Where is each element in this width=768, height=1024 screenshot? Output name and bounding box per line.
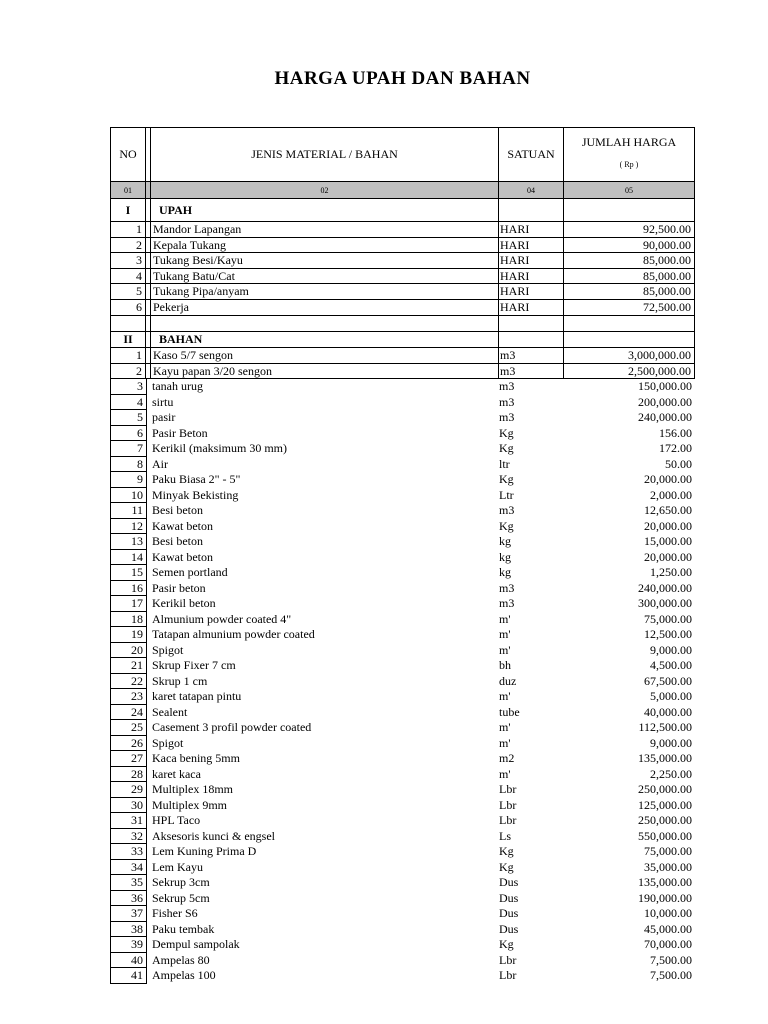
- row-number: 36: [110, 891, 147, 907]
- table-row: [110, 410, 695, 426]
- column-divider: [145, 199, 146, 221]
- row-harga: 135,000.00: [638, 875, 692, 889]
- row-material: Dempul sampolak: [152, 937, 240, 951]
- row-satuan: HARI: [500, 222, 530, 236]
- row-harga: 3,000,000.00: [628, 348, 691, 362]
- table-row: [110, 705, 695, 721]
- table-row: [110, 689, 695, 705]
- table-row: [110, 503, 695, 519]
- row-material: karet tatapan pintu: [152, 689, 242, 703]
- row-number: 40: [110, 953, 147, 969]
- table-row: [110, 534, 695, 550]
- row-harga: 35,000.00: [644, 859, 692, 874]
- table-row: [110, 658, 695, 674]
- table-row: [110, 953, 695, 969]
- row-harga: 1,250.00: [650, 565, 692, 579]
- row-satuan: Lbr: [499, 797, 517, 812]
- row-number: 4: [111, 269, 146, 284]
- row-number: 23: [110, 689, 147, 705]
- row-harga: 150,000.00: [638, 379, 692, 393]
- column-divider: [498, 348, 499, 363]
- row-satuan: Kg: [499, 425, 514, 440]
- table-row: [110, 643, 695, 659]
- row-harga: 9,000.00: [650, 642, 692, 657]
- row-number: 22: [110, 674, 147, 690]
- row-satuan: m3: [500, 363, 516, 378]
- row-number: 20: [110, 643, 147, 659]
- row-number: 30: [110, 798, 147, 814]
- header-no: NO: [119, 147, 137, 161]
- row-harga: 135,000.00: [638, 751, 692, 765]
- column-divider: [563, 269, 564, 284]
- row-material: Spigot: [152, 735, 184, 750]
- row-number: 8: [110, 457, 147, 473]
- table-row: [110, 891, 695, 907]
- row-number: 12: [110, 519, 147, 535]
- row-satuan: duz: [499, 673, 517, 688]
- row-number: 18: [110, 612, 147, 628]
- column-divider: [563, 284, 564, 299]
- row-number: 41: [110, 968, 147, 984]
- row-harga: 20,000.00: [644, 518, 692, 533]
- row-material: Kerikil (maksimum 30 mm): [152, 441, 287, 455]
- row-satuan: kg: [499, 549, 511, 564]
- row-harga: 240,000.00: [638, 580, 692, 595]
- row-satuan: ltr: [499, 456, 510, 471]
- table-row: [110, 627, 695, 643]
- row-satuan: m3: [499, 580, 515, 595]
- column-divider: [150, 316, 151, 331]
- row-harga: 40,000.00: [644, 704, 692, 719]
- table-row: [110, 441, 695, 457]
- row-harga: 75,000.00: [644, 844, 692, 858]
- row-material: Spigot: [152, 642, 184, 657]
- row-number: 10: [110, 488, 147, 504]
- row-material: Besi beton: [152, 534, 203, 548]
- row-satuan: m3: [499, 503, 515, 517]
- row-number: 17: [110, 596, 147, 612]
- column-divider: [563, 222, 564, 237]
- row-material: Casement 3 profil powder coated: [152, 720, 312, 734]
- column-divider: [145, 128, 146, 181]
- header-satuan: SATUAN: [507, 147, 555, 161]
- row-harga: 5,000.00: [650, 689, 692, 703]
- row-harga: 250,000.00: [638, 813, 692, 827]
- table-header: [110, 127, 695, 182]
- row-material: Kawat beton: [152, 549, 213, 564]
- row-number: 19: [110, 627, 147, 643]
- row-material: Almunium powder coated 4": [152, 611, 292, 626]
- row-harga: 190,000.00: [638, 890, 692, 905]
- row-number: 6: [111, 300, 146, 315]
- row-harga: 20,000.00: [644, 472, 692, 486]
- table-row: [110, 472, 695, 488]
- row-material: HPL Taco: [152, 813, 201, 827]
- row-number: 24: [110, 705, 147, 721]
- column-divider: [150, 269, 151, 284]
- column-divider: [150, 253, 151, 268]
- row-material: Pasir beton: [152, 580, 206, 595]
- table-row: [110, 284, 695, 300]
- row-material: Skrup Fixer 7 cm: [152, 658, 236, 672]
- table-row: [110, 751, 695, 767]
- row-harga: 10,000.00: [644, 906, 692, 920]
- row-harga: 300,000.00: [638, 596, 692, 610]
- row-material: Sekrup 3cm: [152, 875, 210, 889]
- row-number: 11: [110, 503, 147, 519]
- row-satuan: Dus: [499, 906, 519, 920]
- table-row: [110, 222, 695, 238]
- row-number: 32: [110, 829, 147, 845]
- table-row: [110, 519, 695, 535]
- row-harga: 12,650.00: [644, 503, 692, 517]
- column-divider: [150, 348, 151, 363]
- table-row: [110, 829, 695, 845]
- row-harga: 2,250.00: [650, 766, 692, 781]
- row-satuan: HARI: [500, 284, 530, 299]
- page-title: HARGA UPAH DAN BAHAN: [274, 68, 531, 89]
- row-harga: 45,000.00: [644, 921, 692, 936]
- column-number-material: 02: [320, 185, 329, 195]
- section-bahan-header: [110, 332, 695, 348]
- header-currency: ( Rp ): [619, 160, 639, 169]
- row-material: Lem Kuning Prima D: [152, 844, 257, 858]
- row-number: 27: [110, 751, 147, 767]
- row-number: 31: [110, 813, 147, 829]
- section-upah-header: [110, 199, 695, 222]
- row-material: Kawat beton: [152, 518, 213, 533]
- row-material: Air: [152, 456, 168, 471]
- row-number: 2: [111, 238, 146, 253]
- column-divider: [563, 253, 564, 268]
- row-number: 39: [110, 937, 147, 953]
- row-material: Besi beton: [152, 503, 203, 517]
- row-material: Minyak Bekisting: [152, 487, 239, 502]
- table-row: [110, 736, 695, 752]
- row-satuan: m': [499, 611, 511, 626]
- column-divider: [150, 199, 151, 221]
- row-satuan: m': [499, 627, 511, 641]
- row-material: Multiplex 9mm: [152, 797, 227, 812]
- row-harga: 7,500.00: [650, 968, 692, 982]
- column-number-row: [110, 182, 695, 199]
- column-divider: [498, 284, 499, 299]
- column-divider: [150, 222, 151, 237]
- row-harga: 4,500.00: [650, 658, 692, 672]
- row-material: Kayu papan 3/20 sengon: [153, 363, 272, 378]
- row-number: 5: [110, 410, 147, 426]
- row-satuan: Ls: [499, 828, 511, 843]
- row-harga: 50.00: [665, 456, 692, 471]
- row-number: 3: [111, 253, 146, 268]
- table-row: [110, 426, 695, 442]
- row-satuan: Lbr: [499, 782, 517, 796]
- row-satuan: Kg: [499, 844, 514, 858]
- row-number: 34: [110, 860, 147, 876]
- column-divider: [498, 222, 499, 237]
- table-row: [110, 457, 695, 473]
- table-row: [110, 581, 695, 597]
- row-harga: 7,500.00: [650, 952, 692, 967]
- row-harga: 172.00: [659, 441, 692, 455]
- row-number: 4: [110, 395, 147, 411]
- row-material: Kepala Tukang: [153, 237, 226, 252]
- row-number: 21: [110, 658, 147, 674]
- row-harga: 72,500.00: [643, 300, 691, 314]
- column-divider: [150, 284, 151, 299]
- row-material: Tatapan almunium powder coated: [152, 627, 315, 641]
- row-harga: 200,000.00: [638, 394, 692, 409]
- table-row: [110, 844, 695, 860]
- row-material: Tukang Besi/Kayu: [153, 253, 243, 268]
- column-divider: [150, 238, 151, 253]
- row-satuan: m': [499, 642, 511, 657]
- column-divider: [498, 316, 499, 331]
- column-divider: [563, 300, 564, 315]
- row-material: Paku tembak: [152, 921, 215, 936]
- table-row: [110, 875, 695, 891]
- blank-row: [110, 316, 695, 332]
- row-material: sirtu: [152, 394, 174, 409]
- header-material: JENIS MATERIAL / BAHAN: [251, 147, 398, 161]
- row-harga: 70,000.00: [644, 937, 692, 951]
- row-material: Skrup 1 cm: [152, 673, 208, 688]
- row-number: 35: [110, 875, 147, 891]
- column-divider: [145, 316, 146, 331]
- column-divider: [150, 332, 151, 347]
- column-divider: [145, 182, 146, 198]
- row-number: 15: [110, 565, 147, 581]
- row-number: 13: [110, 534, 147, 550]
- row-material: Tukang Pipa/anyam: [153, 284, 249, 299]
- row-material: Pekerja: [153, 300, 189, 314]
- row-satuan: HARI: [500, 300, 530, 314]
- row-satuan: m3: [499, 410, 515, 424]
- row-material: Ampelas 80: [152, 952, 210, 967]
- column-number-jumlah: 05: [625, 185, 633, 195]
- row-harga: 85,000.00: [643, 284, 691, 299]
- row-number: 14: [110, 550, 147, 566]
- table-row: [110, 813, 695, 829]
- row-satuan: Dus: [499, 890, 519, 905]
- table-row: [110, 968, 695, 984]
- table-row: [110, 720, 695, 736]
- section-numeral: II: [123, 332, 133, 346]
- column-number-no: 01: [124, 185, 132, 195]
- row-harga: 156.00: [659, 425, 692, 440]
- row-harga: 15,000.00: [644, 534, 692, 548]
- row-material: Ampelas 100: [152, 968, 216, 982]
- table-row: [110, 565, 695, 581]
- row-harga: 75,000.00: [644, 611, 692, 626]
- column-divider: [150, 300, 151, 315]
- row-harga: 85,000.00: [643, 268, 691, 283]
- column-divider: [150, 364, 151, 379]
- row-satuan: HARI: [500, 253, 530, 268]
- row-material: Multiplex 18mm: [152, 782, 233, 796]
- table-row: [110, 238, 695, 254]
- column-divider: [563, 364, 564, 379]
- header-jumlah-label: JUMLAH HARGA: [581, 135, 677, 149]
- row-satuan: HARI: [500, 268, 530, 283]
- row-number: 38: [110, 922, 147, 938]
- table-row: [110, 860, 695, 876]
- row-satuan: m': [499, 689, 511, 703]
- column-divider: [563, 316, 564, 331]
- row-satuan: Kg: [499, 859, 514, 874]
- column-divider: [563, 348, 564, 363]
- row-satuan: m3: [499, 379, 515, 393]
- row-satuan: tube: [499, 704, 520, 719]
- column-divider: [498, 332, 499, 347]
- row-satuan: m2: [499, 751, 515, 765]
- row-satuan: bh: [499, 658, 511, 672]
- row-number: 29: [110, 782, 147, 798]
- row-harga: 250,000.00: [638, 782, 692, 796]
- table-row: [110, 782, 695, 798]
- section-numeral: I: [125, 202, 131, 217]
- column-number-satuan: 04: [527, 185, 535, 195]
- row-satuan: Dus: [499, 875, 519, 889]
- row-satuan: Lbr: [499, 968, 517, 982]
- row-harga: 92,500.00: [643, 222, 691, 236]
- row-satuan: kg: [499, 565, 511, 579]
- row-satuan: Kg: [499, 937, 514, 951]
- row-number: 1: [111, 222, 146, 237]
- row-harga: 2,000.00: [650, 487, 692, 502]
- table-row: [110, 612, 695, 628]
- row-harga: 20,000.00: [644, 549, 692, 564]
- row-material: Kerikil beton: [152, 596, 216, 610]
- table-row: [110, 596, 695, 612]
- table-row: [110, 674, 695, 690]
- table-row: [110, 937, 695, 953]
- table-row: [110, 269, 695, 285]
- row-harga: 9,000.00: [650, 735, 692, 750]
- column-divider: [498, 238, 499, 253]
- row-harga: 125,000.00: [638, 797, 692, 812]
- table-row: [110, 300, 695, 316]
- row-number: 9: [110, 472, 147, 488]
- table-row: [110, 488, 695, 504]
- row-harga: 2,500,000.00: [628, 363, 691, 378]
- row-material: karet kaca: [152, 766, 201, 781]
- table-row: [110, 798, 695, 814]
- row-satuan: m': [499, 766, 511, 781]
- row-number: 16: [110, 581, 147, 597]
- row-material: Paku Biasa 2" - 5": [152, 472, 241, 486]
- row-satuan: m3: [499, 596, 515, 610]
- row-number: 37: [110, 906, 147, 922]
- row-satuan: m': [499, 735, 511, 750]
- row-material: Tukang Batu/Cat: [153, 268, 235, 283]
- row-satuan: Kg: [499, 472, 514, 486]
- table-row: [110, 364, 695, 380]
- column-divider: [145, 332, 146, 347]
- row-material: Pasir Beton: [152, 425, 208, 440]
- column-divider: [563, 199, 564, 221]
- row-material: pasir: [152, 410, 176, 424]
- row-satuan: Kg: [499, 441, 514, 455]
- row-number: 6: [110, 426, 147, 442]
- row-satuan: m3: [499, 394, 515, 409]
- column-divider: [498, 269, 499, 284]
- row-number: 5: [111, 284, 146, 299]
- row-satuan: Kg: [499, 518, 514, 533]
- row-number: 2: [111, 364, 146, 379]
- row-satuan: Ltr: [499, 487, 514, 502]
- row-satuan: m3: [500, 348, 516, 362]
- row-material: Sekrup 5cm: [152, 890, 210, 905]
- table-row: [110, 767, 695, 783]
- row-harga: 90,000.00: [643, 237, 691, 252]
- row-satuan: Lbr: [499, 813, 517, 827]
- row-satuan: HARI: [500, 237, 530, 252]
- row-harga: 550,000.00: [638, 828, 692, 843]
- row-number: 3: [110, 379, 147, 395]
- row-satuan: m': [499, 720, 511, 734]
- table-row: [110, 348, 695, 364]
- table-row: [110, 253, 695, 269]
- table-row: [110, 550, 695, 566]
- row-number: 7: [110, 441, 147, 457]
- column-divider: [563, 332, 564, 347]
- row-material: Semen portland: [152, 565, 228, 579]
- table-row: [110, 379, 695, 395]
- row-harga: 12,500.00: [644, 627, 692, 641]
- row-harga: 112,500.00: [638, 720, 692, 734]
- column-divider: [498, 300, 499, 315]
- row-material: Fisher S6: [152, 906, 198, 920]
- row-number: 26: [110, 736, 147, 752]
- table-row: [110, 906, 695, 922]
- row-number: 1: [111, 348, 146, 363]
- row-satuan: Lbr: [499, 952, 517, 967]
- table-row: [110, 395, 695, 411]
- row-material: tanah urug: [152, 379, 203, 393]
- row-material: Kaca bening 5mm: [152, 751, 240, 765]
- row-harga: 240,000.00: [638, 410, 692, 424]
- row-number: 28: [110, 767, 147, 783]
- row-material: Sealent: [152, 704, 188, 719]
- row-number: 33: [110, 844, 147, 860]
- column-divider: [498, 364, 499, 379]
- row-material: Lem Kayu: [152, 859, 203, 874]
- row-number: 25: [110, 720, 147, 736]
- row-harga: 85,000.00: [643, 253, 691, 268]
- row-satuan: kg: [499, 534, 511, 548]
- column-divider: [498, 253, 499, 268]
- table-row: [110, 922, 695, 938]
- row-harga: 67,500.00: [644, 673, 692, 688]
- section-label: UPAH: [159, 202, 193, 217]
- row-material: Kaso 5/7 sengon: [153, 348, 233, 362]
- column-divider: [563, 238, 564, 253]
- row-material: Mandor Lapangan: [153, 222, 242, 236]
- row-material: Aksesoris kunci & engsel: [152, 828, 275, 843]
- header-jumlah-harga: [564, 128, 694, 181]
- section-label: BAHAN: [159, 332, 203, 346]
- row-satuan: Dus: [499, 921, 519, 936]
- column-divider: [498, 199, 499, 221]
